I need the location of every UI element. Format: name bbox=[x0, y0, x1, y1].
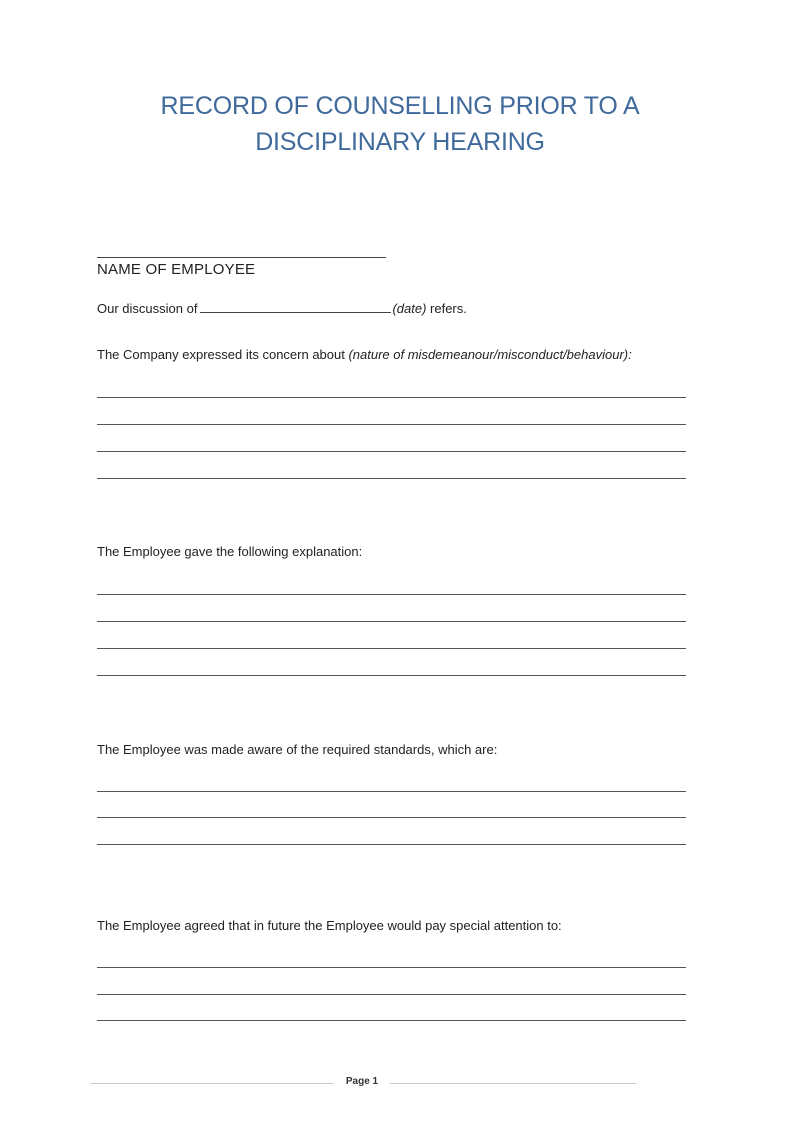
concern-text: The Company expressed its concern about bbox=[97, 347, 349, 362]
future-answer-line-3[interactable] bbox=[97, 1020, 686, 1021]
concern-answer-line-3[interactable] bbox=[97, 451, 686, 452]
title-line-2: DISCIPLINARY HEARING bbox=[255, 128, 545, 156]
concern-line bbox=[97, 347, 632, 362]
footer-divider-right bbox=[390, 1083, 636, 1084]
page-footer bbox=[0, 1076, 800, 1092]
employee-name-label: NAME OF EMPLOYEE bbox=[97, 261, 256, 278]
standards-answer-line-2[interactable] bbox=[97, 817, 686, 818]
document-title bbox=[0, 88, 800, 160]
future-label: The Employee agreed that in future the Employee would pay special attention to: bbox=[97, 918, 562, 933]
standards-label: The Employee was made aware of the required standards, which are: bbox=[97, 742, 498, 757]
concern-hint: (nature of misdemeanour/misconduct/behaviour): bbox=[348, 347, 632, 362]
standards-answer-line-3[interactable] bbox=[97, 844, 686, 845]
discussion-suffix: refers. bbox=[426, 301, 467, 316]
explanation-answer-line-2[interactable] bbox=[97, 621, 686, 622]
explanation-answer-line-3[interactable] bbox=[97, 648, 686, 649]
concern-answer-line-2[interactable] bbox=[97, 424, 686, 425]
discussion-date-field[interactable] bbox=[200, 302, 391, 313]
page-number: Page 1 bbox=[345, 1076, 379, 1087]
concern-answer-line-4[interactable] bbox=[97, 478, 686, 479]
future-answer-line-1[interactable] bbox=[97, 967, 686, 968]
discussion-prefix: Our discussion of bbox=[97, 301, 198, 316]
employee-name-field[interactable] bbox=[97, 257, 386, 258]
discussion-date-hint: (date) bbox=[392, 301, 427, 316]
standards-answer-line-1[interactable] bbox=[97, 791, 686, 792]
title-line-1: RECORD OF COUNSELLING PRIOR TO A bbox=[160, 92, 640, 120]
explanation-answer-line-4[interactable] bbox=[97, 675, 686, 676]
footer-divider-left bbox=[90, 1083, 334, 1084]
explanation-label: The Employee gave the following explanation: bbox=[97, 544, 363, 559]
future-answer-line-2[interactable] bbox=[97, 994, 686, 995]
concern-answer-line-1[interactable] bbox=[97, 397, 686, 398]
explanation-answer-line-1[interactable] bbox=[97, 594, 686, 595]
discussion-line bbox=[97, 301, 467, 316]
